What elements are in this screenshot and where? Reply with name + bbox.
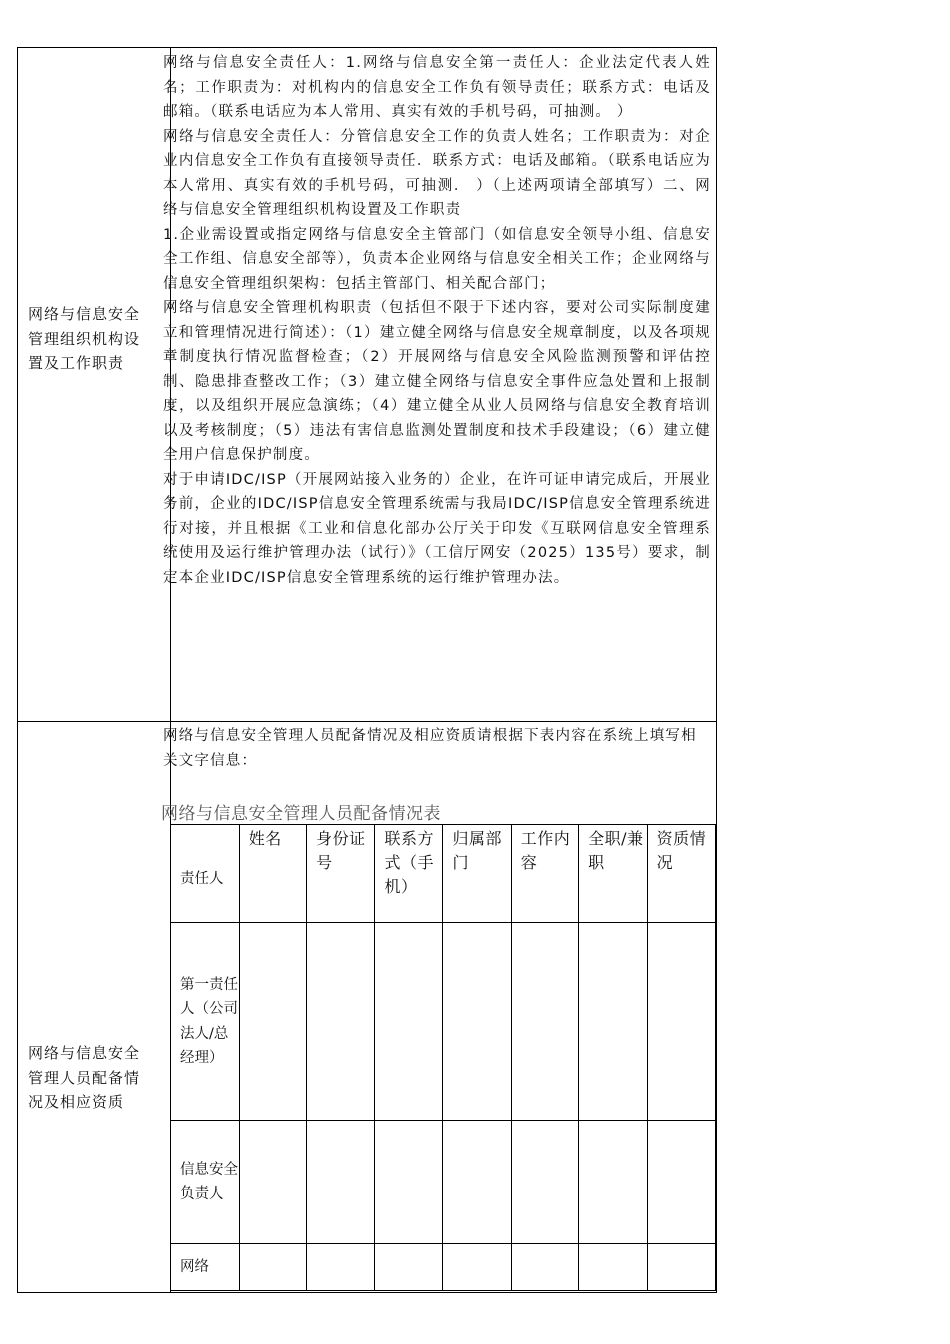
column-header-role: 责任人 — [171, 825, 240, 923]
row-role-network: 网络 — [171, 1244, 240, 1291]
column-header-department: 归属部门 — [443, 825, 511, 923]
section-org-label: 网络与信息安全管理组织机构设置及工作职责 — [28, 305, 141, 372]
table-cell[interactable] — [375, 1244, 443, 1291]
org-paragraph-1: 网络与信息安全责任人：1.网络与信息安全第一责任人：企业法定代表人姓名；工作职责为：对机构内的信息安全工作负有领导责任；联系方式：电话及邮箱。（联系电话应为本人常用、真实有效的手机号码，可抽测。 ） — [163, 55, 711, 120]
section-staff-intro: 网络与信息安全管理人员配备情况及相应资质请根据下表内容在系统上填写相关文字信息： — [163, 728, 697, 769]
row-role-security-head: 信息安全负责人 — [171, 1121, 240, 1244]
row-role-first-responsible: 第一责任人（公司法人/总经理） — [171, 923, 240, 1121]
org-paragraph-3: 1.企业需设置或指定网络与信息安全主管部门（如信息安全领导小组、信息安全工作组、信息安全部等），负责本企业网络与信息安全相关工作；企业网络与信息安全管理组织架构：包括主管部门、相关配合部门； — [163, 226, 711, 292]
table-cell[interactable] — [511, 923, 578, 1121]
table-row — [171, 923, 716, 1121]
column-header-duties: 工作内容 — [511, 825, 578, 923]
org-paragraph-2: 网络与信息安全责任人：分管信息安全工作的负责人姓名；工作职责为：对企业内信息安全工作负有直接领导责任．联系方式：电话及邮箱。（联系电话应为本人常用、真实有效的手机号码，可抽测． ）（上述两项请全部填写）二、网络与信息安全管理组织机构设置及工作职责 — [163, 128, 711, 218]
table-cell[interactable] — [375, 923, 443, 1121]
column-header-name: 姓名 — [239, 825, 306, 923]
table-cell[interactable] — [647, 1244, 715, 1291]
org-paragraph-5: 对于申请IDC/ISP（开展网站接入业务的）企业，在许可证申请完成后，开展业务前，企业的IDC/ISP信息安全管理系统需与我局IDC/ISP信息安全管理系统进行对接，并且根据《工业和信息化部办公厅关于印发《互联网信息安全管理系统使用及运行维护管理办法（试行）》（工信厅网安（2025）135号）要求，制定本企业IDC/ISP信息安全管理系统的运行维护管理办法。 — [163, 471, 711, 586]
table-cell[interactable] — [307, 1244, 375, 1291]
table-row — [171, 1244, 716, 1291]
staff-table-caption: 网络与信息安全管理人员配备情况表 — [161, 804, 441, 824]
table-cell[interactable] — [647, 923, 715, 1121]
column-header-id-number: 身份证号 — [307, 825, 375, 923]
table-cell[interactable] — [239, 1244, 306, 1291]
section-staff-label: 网络与信息安全管理人员配备情况及相应资质 — [28, 1044, 141, 1111]
table-cell[interactable] — [511, 1121, 578, 1244]
staff-table — [170, 824, 716, 1291]
table-cell[interactable] — [307, 1121, 375, 1244]
table-cell[interactable] — [443, 1244, 511, 1291]
table-row — [171, 1121, 716, 1244]
table-cell[interactable] — [239, 923, 306, 1121]
column-header-qualification: 资质情况 — [647, 825, 715, 923]
org-paragraph-4: 网络与信息安全管理机构职责（包括但不限于下述内容，要对公司实际制度建立和管理情况进行简述）：（1）建立健全网络与信息安全规章制度，以及各项规章制度执行情况监督检查；（2）开展网络与信息安全风险监测预警和评估控制、隐患排查整改工作；（3）建立健全网络与信息安全事件应急处置和上报制度，以及组织开展应急演练；（4）建立健全从业人员网络与信息安全教育培训以及考核制度；（5）违法有害信息监测处置制度和技术手段建设；（6）建立健全用户信息保护制度。 — [163, 300, 711, 463]
section-org-content — [163, 51, 711, 590]
staff-table-header-row — [171, 825, 716, 923]
column-header-employment-type: 全职/兼职 — [579, 825, 648, 923]
table-cell[interactable] — [375, 1121, 443, 1244]
table-cell[interactable] — [647, 1121, 715, 1244]
table-cell[interactable] — [443, 923, 511, 1121]
table-cell[interactable] — [579, 1244, 648, 1291]
table-cell[interactable] — [307, 923, 375, 1121]
column-header-contact: 联系方式（手机） — [375, 825, 443, 923]
table-cell[interactable] — [579, 1121, 648, 1244]
form-table — [17, 47, 717, 1293]
table-cell[interactable] — [511, 1244, 578, 1291]
table-cell[interactable] — [443, 1121, 511, 1244]
table-cell[interactable] — [579, 923, 648, 1121]
table-cell[interactable] — [239, 1121, 306, 1244]
row-divider — [18, 721, 716, 722]
